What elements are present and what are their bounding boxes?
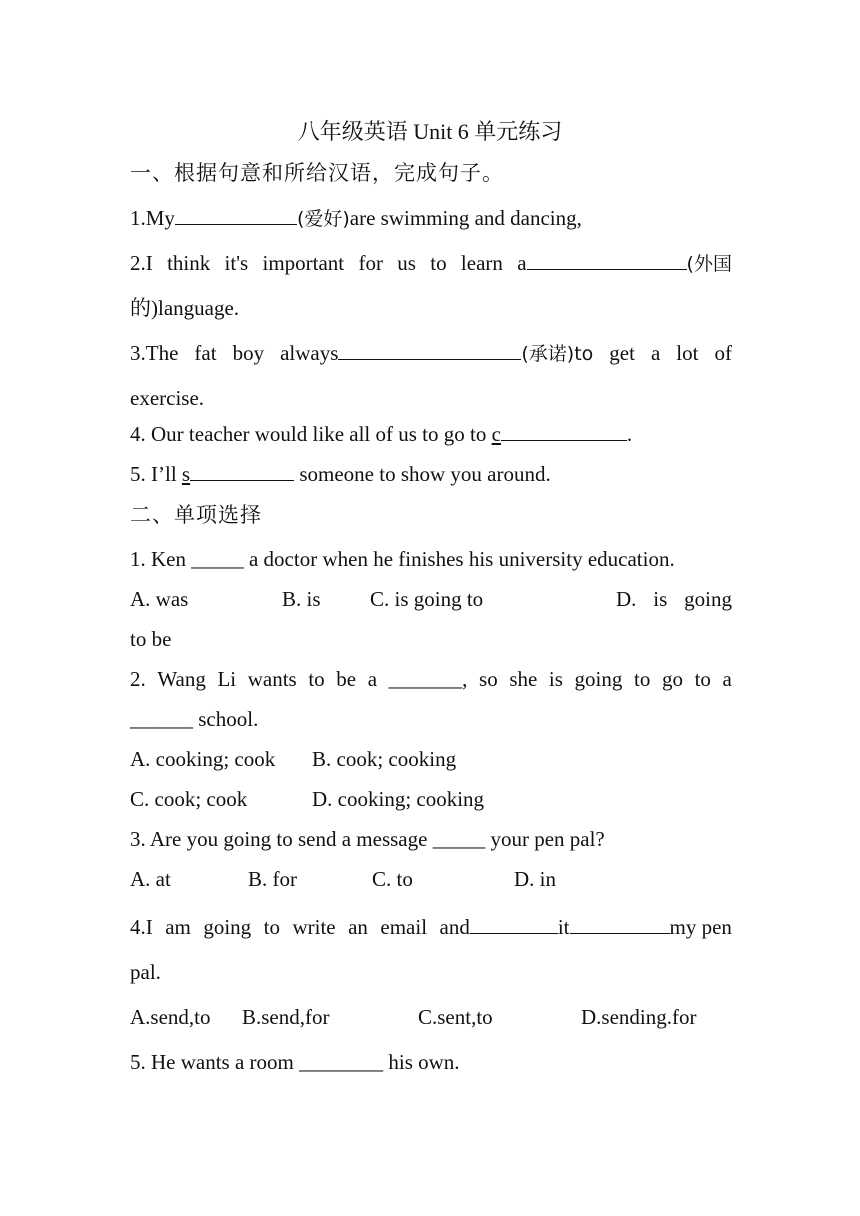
s2-question-1-stem: 1. Ken _____ a doctor when he finishes his university education. xyxy=(130,547,675,571)
option-d[interactable] xyxy=(616,586,732,612)
answer-blank[interactable] xyxy=(470,914,558,934)
s1-q4-prefix: 4. Our teacher would like all of us to go to xyxy=(130,422,492,446)
answer-blank[interactable] xyxy=(527,250,687,270)
s1-question-1 xyxy=(130,205,732,232)
s2-q2-word: so xyxy=(479,667,498,691)
s2-q2-word: _______, xyxy=(388,667,468,691)
s1-q3-word: 3.The xyxy=(130,341,179,365)
s2-question-5-stem: 5. He wants a room ________ his own. xyxy=(130,1050,460,1074)
s1-q3-word: always xyxy=(280,341,339,365)
option-a[interactable]: A. at xyxy=(130,867,171,891)
s1-question-3 xyxy=(130,340,732,367)
s1-q3-word: a xyxy=(650,341,661,365)
option-b[interactable]: B.send,for xyxy=(242,1005,330,1029)
option-d[interactable]: D. cooking; cooking xyxy=(312,787,485,811)
s1-q2-word: important xyxy=(262,251,345,275)
option-d[interactable]: D. in xyxy=(514,867,556,891)
s2-q4-word: 4.I xyxy=(130,915,153,939)
s2-q4-word: going xyxy=(203,915,252,939)
s2-q2-word: 2. xyxy=(130,667,146,691)
option-a[interactable]: A. was xyxy=(130,587,189,611)
s1-q1-hint: (爱好) xyxy=(296,208,350,230)
s1-q2-word: 2.I xyxy=(130,251,153,275)
s1-q3-word: lot xyxy=(676,341,699,365)
s2-q4-word: an xyxy=(348,915,368,939)
option-c[interactable]: C. is going to xyxy=(370,587,484,611)
s1-q2-word: us xyxy=(397,251,416,275)
option-d-word: is xyxy=(653,587,668,611)
s2-q2-word: wants xyxy=(247,667,297,691)
s2-q2-word: to xyxy=(634,667,651,691)
option-d-word: D. xyxy=(616,587,637,611)
answer-blank[interactable] xyxy=(338,340,521,360)
page-title: 八年级英语 Unit 6 单元练习 xyxy=(297,119,563,144)
s1-q5-letter: s xyxy=(181,462,191,486)
s1-q5-prefix: 5. I’ll xyxy=(130,462,182,486)
s2-question-2-stem xyxy=(130,666,732,692)
option-c[interactable]: C. cook; cook xyxy=(130,787,248,811)
s1-q2-word: to xyxy=(430,251,447,275)
s2-q2-word: Li xyxy=(217,667,237,691)
option-b[interactable]: B. cook; cooking xyxy=(312,747,457,771)
s1-q2-word: learn xyxy=(460,251,503,275)
s1-q2-word: it's xyxy=(224,251,249,275)
s2-question-3-stem: 3. Are you going to send a message _____ your pen pal? xyxy=(130,827,605,851)
s2-q4-word: write xyxy=(292,915,336,939)
option-d[interactable]: D.sending.for xyxy=(581,1005,697,1029)
s2-q4-word: email xyxy=(380,915,428,939)
s1-question-5 xyxy=(130,461,732,487)
s2-q2-word: a xyxy=(367,667,378,691)
option-a[interactable]: A. cooking; cook xyxy=(130,747,276,771)
s2-q2-word: to xyxy=(308,667,325,691)
s2-q4-word: am xyxy=(165,915,191,939)
s2-question-4-stem xyxy=(130,914,732,940)
s1-q2-word: a xyxy=(517,251,527,275)
section-heading-2: 二、单项选择 xyxy=(130,503,262,527)
s2-q2-word: Wang xyxy=(157,667,206,691)
option-b[interactable]: B. for xyxy=(248,867,297,891)
s2-q4-post: my pen xyxy=(669,915,732,939)
s2-q2-word: be xyxy=(336,667,357,691)
s1-q2-word: think xyxy=(167,251,211,275)
s2-q4-word: to xyxy=(263,915,280,939)
s2-q4-mid: it xyxy=(557,915,570,939)
section-heading-1: 一、根据句意和所给汉语，完成句子。 xyxy=(130,161,504,185)
s2-q2-word: go xyxy=(661,667,683,691)
s1-question-4 xyxy=(130,421,732,447)
s1-q3-word: get xyxy=(609,341,635,365)
s1-question-2 xyxy=(130,250,732,277)
s2-question-4-stem-cont: pal. xyxy=(130,960,161,984)
s1-q3-word: of xyxy=(714,341,732,365)
s2-q4-word: and xyxy=(439,915,470,939)
s2-q2-word: a xyxy=(722,667,732,691)
option-c[interactable]: C.sent,to xyxy=(418,1005,493,1029)
answer-blank[interactable] xyxy=(501,421,627,441)
answer-blank[interactable] xyxy=(570,914,670,934)
s2-q2-word: going xyxy=(574,667,623,691)
s2-question-2-stem-cont: ______ school. xyxy=(130,707,259,731)
s1-q4-letter: c xyxy=(491,422,501,446)
s1-question-3-cont xyxy=(130,385,732,411)
s1-q2-word: for xyxy=(358,251,383,275)
s1-q1-prefix: 1.My xyxy=(130,206,175,230)
s1-q1-suffix: are swimming and dancing, xyxy=(349,206,582,230)
answer-blank[interactable] xyxy=(190,461,294,481)
option-a[interactable]: A.send,to xyxy=(130,1005,211,1029)
s1-q4-suffix: . xyxy=(626,422,633,446)
option-b[interactable]: B. is xyxy=(282,587,321,611)
s1-q3-line2: exercise. xyxy=(130,386,205,410)
option-d-word: going xyxy=(684,587,732,611)
s1-question-2-cont xyxy=(130,295,732,321)
s1-q3-word: boy xyxy=(232,341,265,365)
s2-q2-word: is xyxy=(548,667,563,691)
answer-blank[interactable] xyxy=(175,205,297,225)
s1-q2-line2: 的)language. xyxy=(130,296,240,320)
s2-q2-word: she xyxy=(509,667,538,691)
option-c[interactable]: C. to xyxy=(372,867,413,891)
s1-q2-hint: (外国 xyxy=(686,253,732,275)
s2-q2-word: to xyxy=(694,667,711,691)
s1-q3-word: fat xyxy=(194,341,217,365)
s1-q5-suffix: someone to show you around. xyxy=(294,462,551,486)
s2-question-1-option-d-cont: to be xyxy=(130,627,172,651)
s1-q3-hint: (承诺)to xyxy=(521,343,594,365)
